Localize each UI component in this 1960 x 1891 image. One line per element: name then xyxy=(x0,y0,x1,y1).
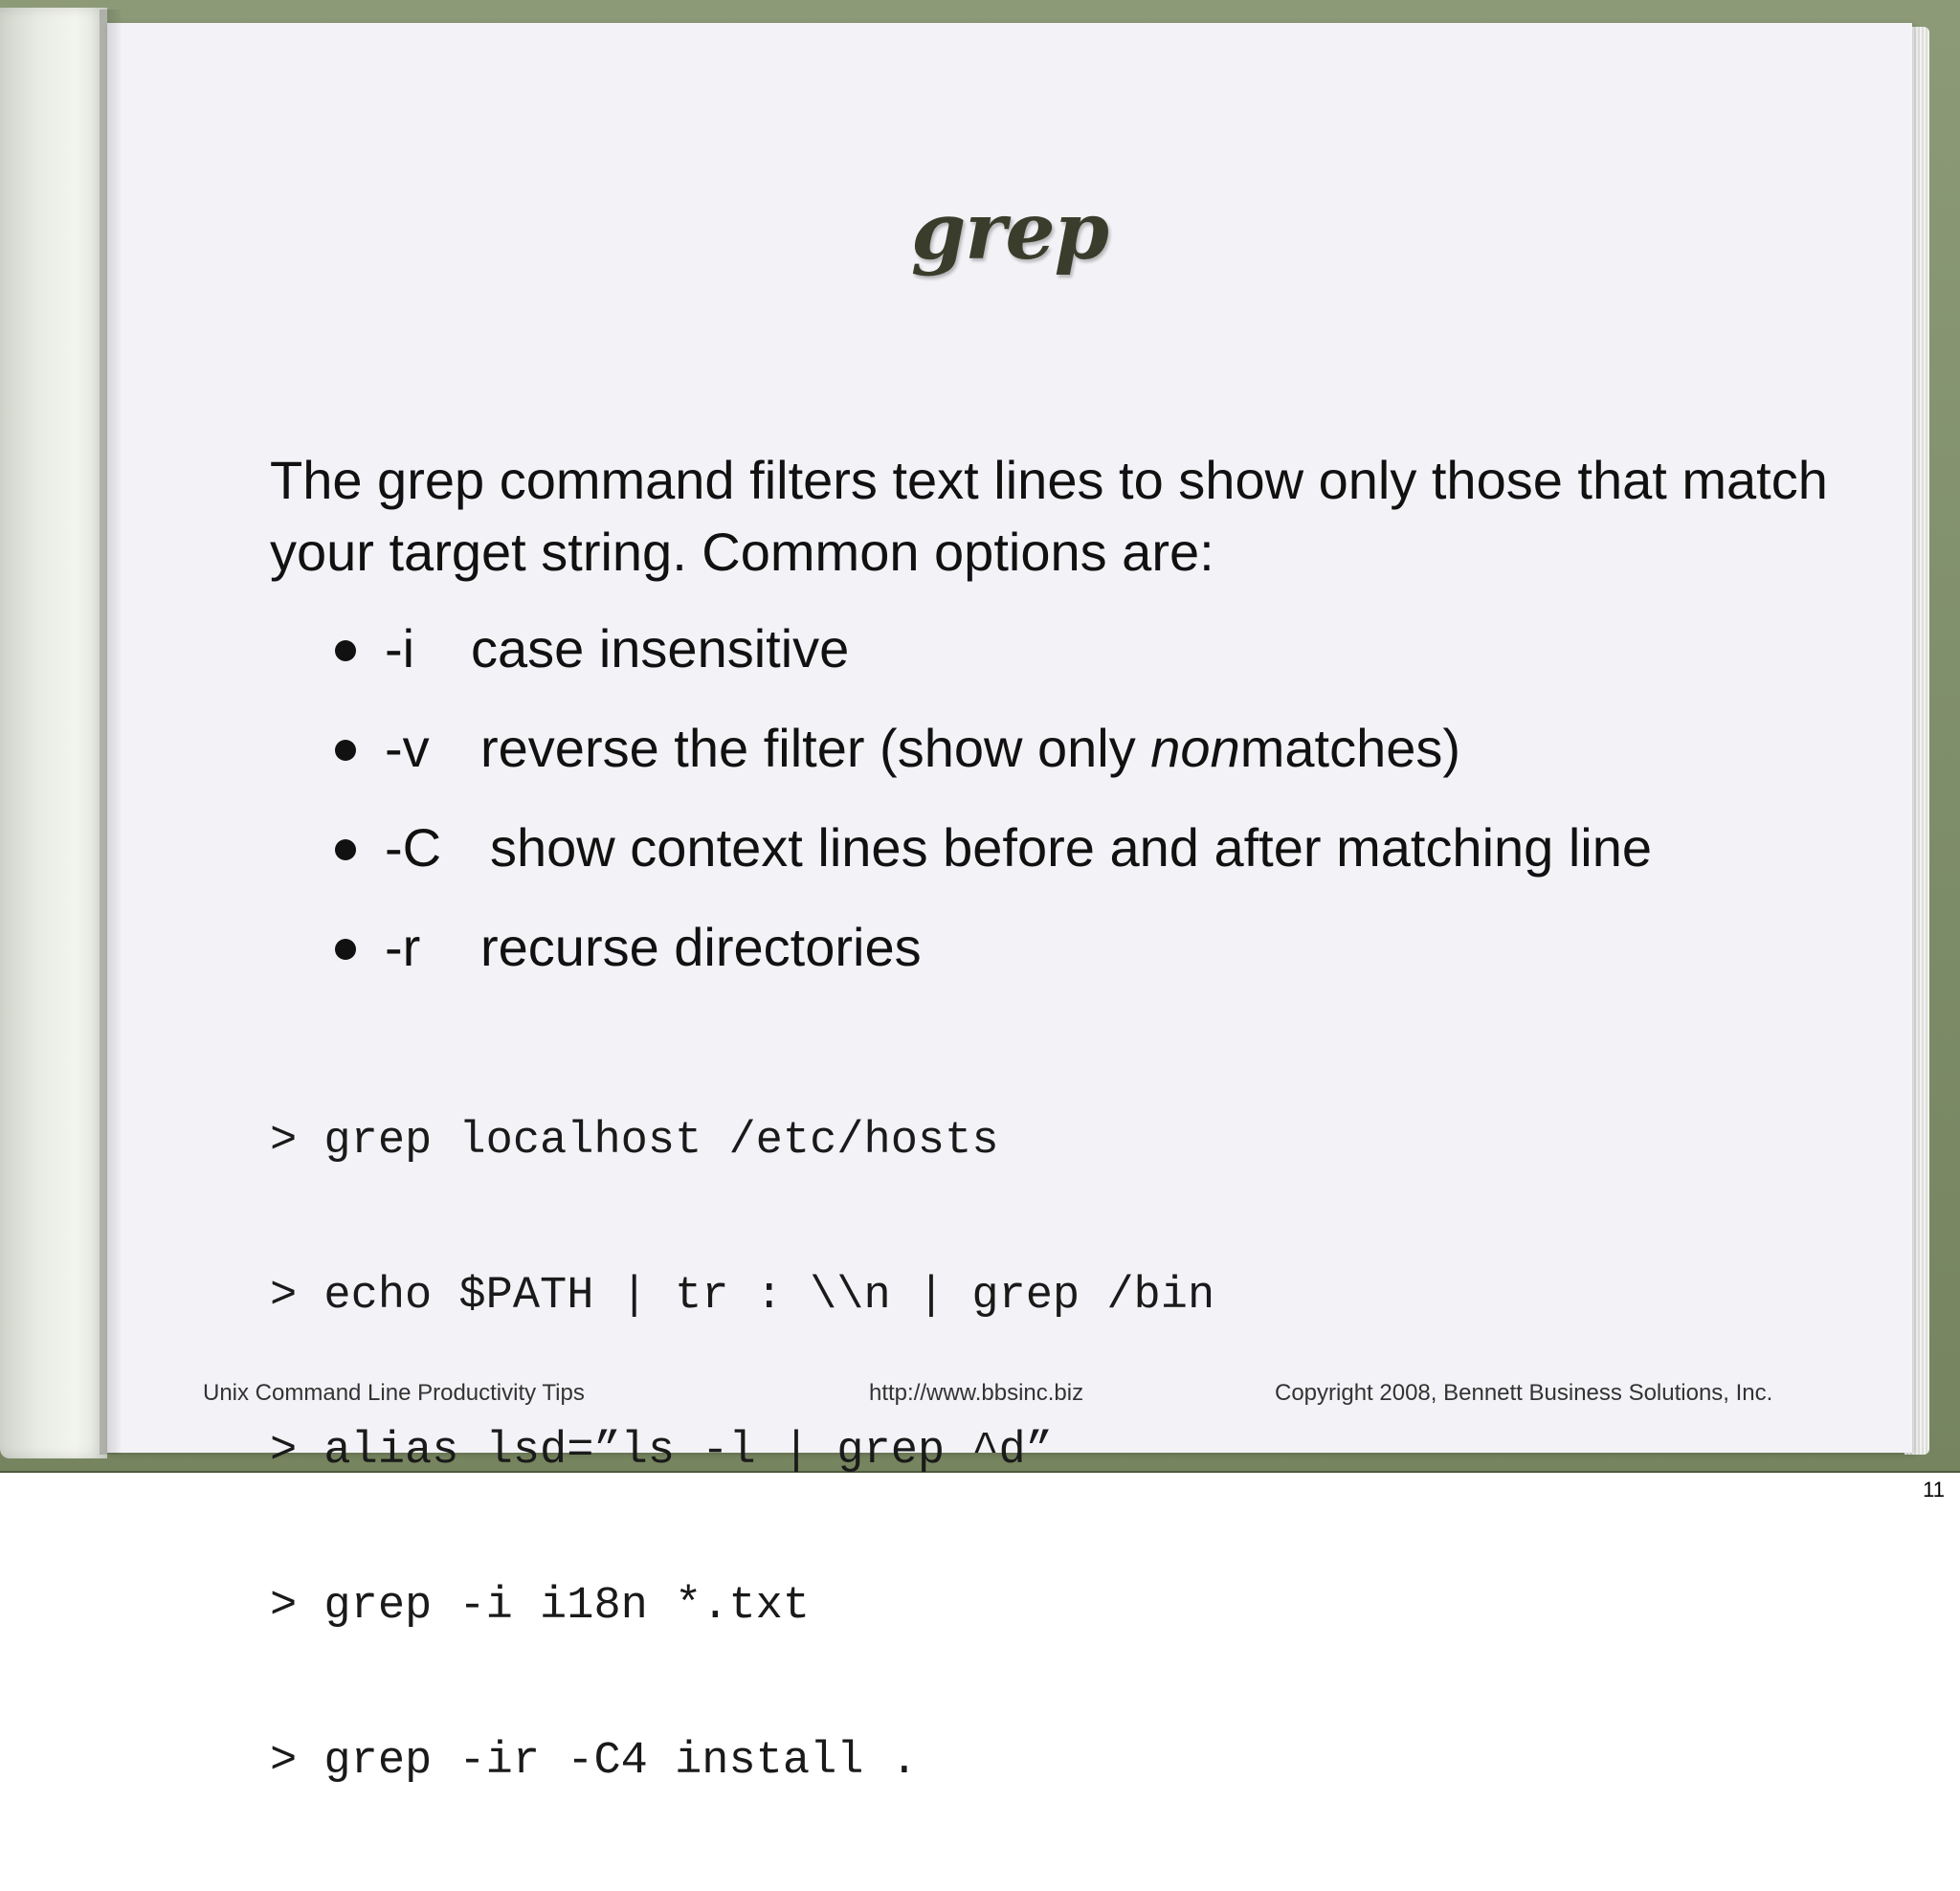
option-flag: -v xyxy=(385,718,430,778)
option-description: recurse directories xyxy=(480,917,922,977)
footer-url: http://www.bbsinc.biz xyxy=(869,1380,1084,1406)
page-number: 11 xyxy=(1923,1478,1945,1502)
option-item-v xyxy=(327,714,1878,813)
book-gutter-shadow xyxy=(100,10,121,1455)
option-flag: -i xyxy=(385,618,415,679)
options-list xyxy=(327,614,1878,1012)
option-description-end: matches) xyxy=(1239,718,1461,778)
bullet-icon xyxy=(335,839,356,860)
footer-title: Unix Command Line Productivity Tips xyxy=(203,1380,585,1406)
footer-copyright: Copyright 2008, Bennett Business Solutions, Inc. xyxy=(1275,1380,1773,1406)
option-flag: -r xyxy=(385,917,421,977)
bullet-icon xyxy=(335,939,356,960)
option-item-c xyxy=(327,813,1878,913)
option-description: case insensitive xyxy=(471,618,850,679)
slide-page xyxy=(107,23,1912,1787)
option-item-i xyxy=(327,614,1878,714)
bullet-icon xyxy=(335,740,356,761)
code-line: > grep localhost /etc/hosts xyxy=(270,1116,999,1167)
slide-title: grep xyxy=(910,186,1109,278)
option-description-emphasis: non xyxy=(1150,718,1240,778)
bullet-icon xyxy=(335,640,356,661)
code-line: > grep -ir -C4 install . xyxy=(270,1736,918,1787)
left-page-curl xyxy=(0,8,107,1458)
code-line: > echo $PATH | tr : \\n | grep /bin xyxy=(270,1271,1215,1322)
code-examples xyxy=(270,1012,1214,1891)
option-description: reverse the filter (show only xyxy=(480,718,1151,778)
option-item-r xyxy=(327,913,1878,1012)
option-description: show context lines before and after matching line xyxy=(490,817,1653,878)
code-line: > grep -i i18n *.txt xyxy=(270,1581,811,1632)
intro-paragraph: The grep command filters text lines to show only those that match your target string. Common options are: xyxy=(270,450,1828,582)
option-flag: -C xyxy=(385,817,442,878)
code-line: > alias lsd=”ls -l | grep ^d” xyxy=(270,1426,1053,1477)
